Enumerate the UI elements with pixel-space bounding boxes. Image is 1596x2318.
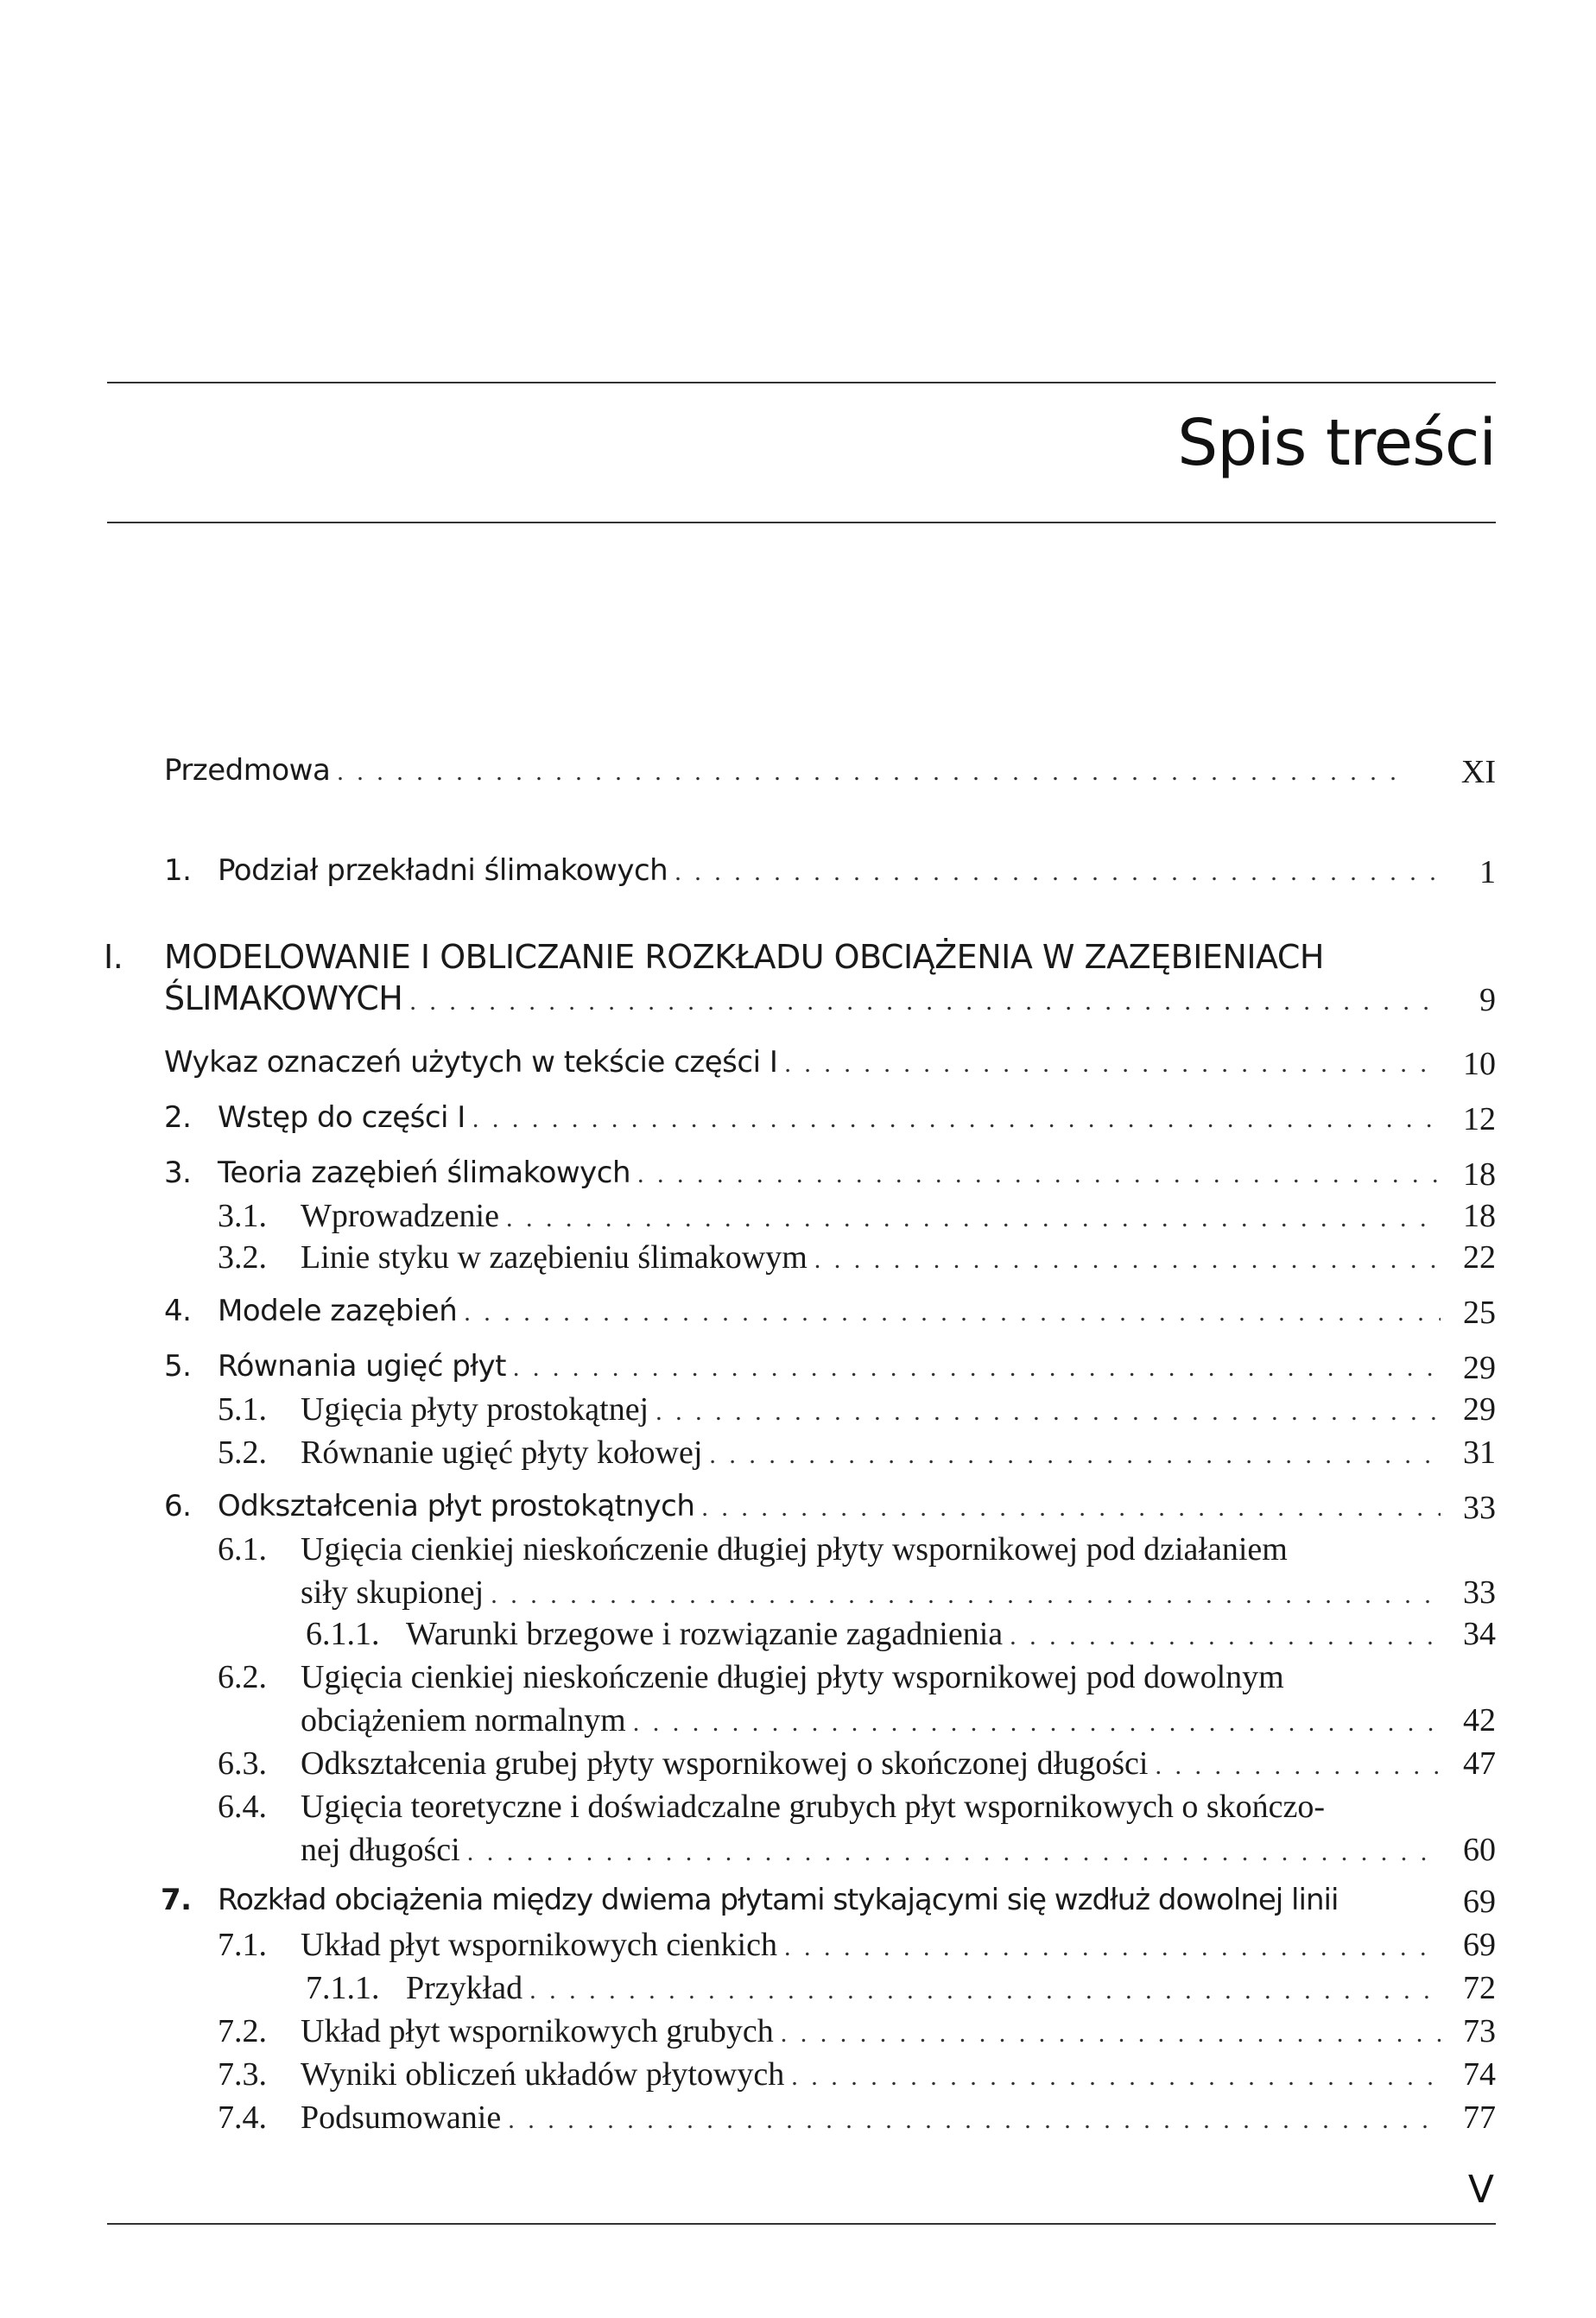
toc-entry-label: siły skupionej	[301, 1574, 484, 1611]
toc-entry-number: 3.2.	[218, 1239, 267, 1276]
toc-entry-page: 42	[1463, 1702, 1496, 1738]
toc-entry-number: 7.4.	[218, 2100, 267, 2136]
toc-entry-label: Wprowadzenie	[301, 1198, 499, 1234]
toc-entry-page: 69	[1463, 1927, 1496, 1963]
toc-entry-label-line1: MODELOWANIE I OBLICZANIE ROZKŁADU OBCIĄŻENIA W ZAZĘBIENIACH	[164, 938, 1324, 976]
toc-entry-page: 31	[1463, 1434, 1496, 1471]
toc-entry-label: Odkształcenia płyt prostokątnych	[218, 1489, 695, 1523]
toc-entry-label: Podział przekładni ślimakowych	[218, 853, 668, 888]
toc-entry-number: 4.	[164, 1294, 192, 1328]
toc-entry-label: obciążeniem normalnym	[301, 1702, 626, 1738]
toc-entry-label: Rozkład obciążenia między dwiema płytami stykającymi się wzdłuż dowolnej linii	[218, 1883, 1339, 1917]
toc-entry-label-line1: Ugięcia cienkiej nieskończenie długiej płyty wspornikowej pod działaniem	[301, 1531, 1288, 1568]
leader-dots	[457, 1298, 1441, 1327]
toc-entry-label: Równania ugięć płyt	[218, 1349, 506, 1384]
toc-entry-label: Ugięcia płyty prostokątnej	[301, 1391, 649, 1428]
leader-dots	[466, 1105, 1441, 1134]
leader-dots	[649, 1397, 1441, 1427]
toc-entry-label: Przykład	[406, 1970, 523, 2006]
toc-entry-label: Wykaz oznaczeń użytych w tekście części I	[164, 1045, 778, 1080]
toc-entry-page: XI	[1460, 754, 1496, 790]
toc-entry-page: 29	[1463, 1391, 1496, 1428]
toc-entry-page: 69	[1463, 1884, 1496, 1920]
toc-entry-number: I.	[104, 938, 124, 976]
leader-dots	[1003, 1622, 1432, 1651]
leader-dots	[702, 1441, 1441, 1470]
leader-dots	[402, 987, 1441, 1016]
toc-entry-number: 6.2.	[218, 1659, 267, 1695]
leader-dots	[626, 1708, 1441, 1738]
toc-entry-number: 5.2.	[218, 1434, 267, 1471]
toc-entry-label: Podsumowanie	[301, 2100, 502, 2136]
toc-entry-label: Warunki brzegowe i rozwiązanie zagadnienia	[406, 1616, 1004, 1652]
toc-entry-label: Układ płyt wspornikowych grubych	[301, 2013, 774, 2049]
toc-entry-page: 34	[1463, 1616, 1496, 1652]
toc-entry-label-line1: Ugięcia cienkiej nieskończenie długiej płyty wspornikowej pod dowolnym	[301, 1659, 1284, 1695]
leader-dots	[668, 858, 1441, 887]
toc-entry-number: 1.	[164, 853, 192, 888]
toc-entry-label: Teoria zazębień ślimakowych	[218, 1156, 631, 1190]
page-number: V	[1467, 2168, 1494, 2212]
page-title: Spis treści	[1177, 406, 1496, 480]
toc-entry-number: 7.2.	[218, 2013, 267, 2049]
leader-dots	[484, 1580, 1441, 1610]
toc-entry-number: 6.1.	[218, 1531, 267, 1568]
toc-entry-page: 25	[1463, 1295, 1496, 1331]
leader-dots	[1148, 1751, 1441, 1781]
toc-entry-number: 6.4.	[218, 1789, 267, 1825]
toc-entry-page: 18	[1463, 1156, 1496, 1193]
toc-entry-page: 9	[1479, 982, 1496, 1018]
toc-entry-page: 47	[1463, 1745, 1496, 1782]
toc-entry-number: 7.3.	[218, 2056, 267, 2093]
toc-entry-page: 18	[1463, 1198, 1496, 1234]
toc-entry-label: Układ płyt wspornikowych cienkich	[301, 1927, 777, 1963]
toc-entry-label: nej długości	[301, 1832, 460, 1868]
bottom-rule	[107, 2223, 1496, 2225]
leader-dots	[774, 2019, 1441, 2049]
leader-dots	[330, 757, 1404, 787]
leader-dots	[808, 1245, 1441, 1275]
toc-entry-number: 3.	[164, 1156, 192, 1190]
toc-entry-page: 29	[1463, 1350, 1496, 1386]
toc-entry-page: 1	[1479, 854, 1496, 890]
toc-entry-page: 33	[1463, 1490, 1496, 1526]
toc-entry-label: Wyniki obliczeń układów płytowych	[301, 2056, 785, 2093]
toc-entry-page: 22	[1463, 1239, 1496, 1276]
toc-entry-number: 3.1.	[218, 1198, 267, 1234]
toc-entry-number: 5.	[164, 1349, 192, 1384]
leader-dots	[460, 1838, 1441, 1867]
leader-dots	[784, 2062, 1441, 2092]
toc-entry-number: 5.1.	[218, 1391, 267, 1428]
toc-entry-number: 7.1.1.	[306, 1970, 380, 2006]
toc-entry-number: 7.	[161, 1883, 192, 1917]
toc-entry-page: 73	[1463, 2013, 1496, 2049]
toc-entry-page: 77	[1463, 2100, 1496, 2136]
toc-entry-label: Przedmowa	[164, 753, 331, 788]
toc-entry-label: ŚLIMAKOWYCH	[164, 979, 403, 1017]
toc-entry-number: 2.	[164, 1100, 192, 1135]
toc-entry-label: Wstęp do części I	[218, 1100, 466, 1135]
leader-dots	[506, 1353, 1441, 1383]
leader-dots	[501, 2106, 1441, 2135]
leader-dots	[694, 1493, 1441, 1523]
toc-entry-number: 6.3.	[218, 1745, 267, 1782]
toc-entry-label-line1: Ugięcia teoretyczne i doświadczalne grubych płyt wspornikowych o skończo-	[301, 1789, 1326, 1825]
toc-entry-label: Linie styku w zazębieniu ślimakowym	[301, 1239, 808, 1276]
toc-entry-number: 6.	[164, 1489, 192, 1523]
leader-dots	[499, 1204, 1441, 1233]
toc-entry-page: 12	[1463, 1101, 1496, 1137]
leader-dots	[630, 1160, 1441, 1189]
toc-entry-page: 60	[1463, 1832, 1496, 1868]
leader-dots	[777, 1933, 1441, 1962]
toc-entry-number: 6.1.1.	[306, 1616, 380, 1652]
leader-dots	[777, 1049, 1441, 1079]
toc-entry-label: Modele zazębień	[218, 1294, 458, 1328]
toc-entry-label: Równanie ugięć płyty kołowej	[301, 1434, 703, 1471]
toc-entry-page: 33	[1463, 1574, 1496, 1611]
toc-entry-page: 72	[1463, 1970, 1496, 2006]
toc-entry-number: 7.1.	[218, 1927, 267, 1963]
toc-entry-page: 74	[1463, 2056, 1496, 2093]
leader-dots	[522, 1976, 1432, 2005]
toc-entry-label: Odkształcenia grubej płyty wspornikowej o skończonej długości	[301, 1745, 1149, 1782]
toc-entry-page: 10	[1463, 1046, 1496, 1082]
